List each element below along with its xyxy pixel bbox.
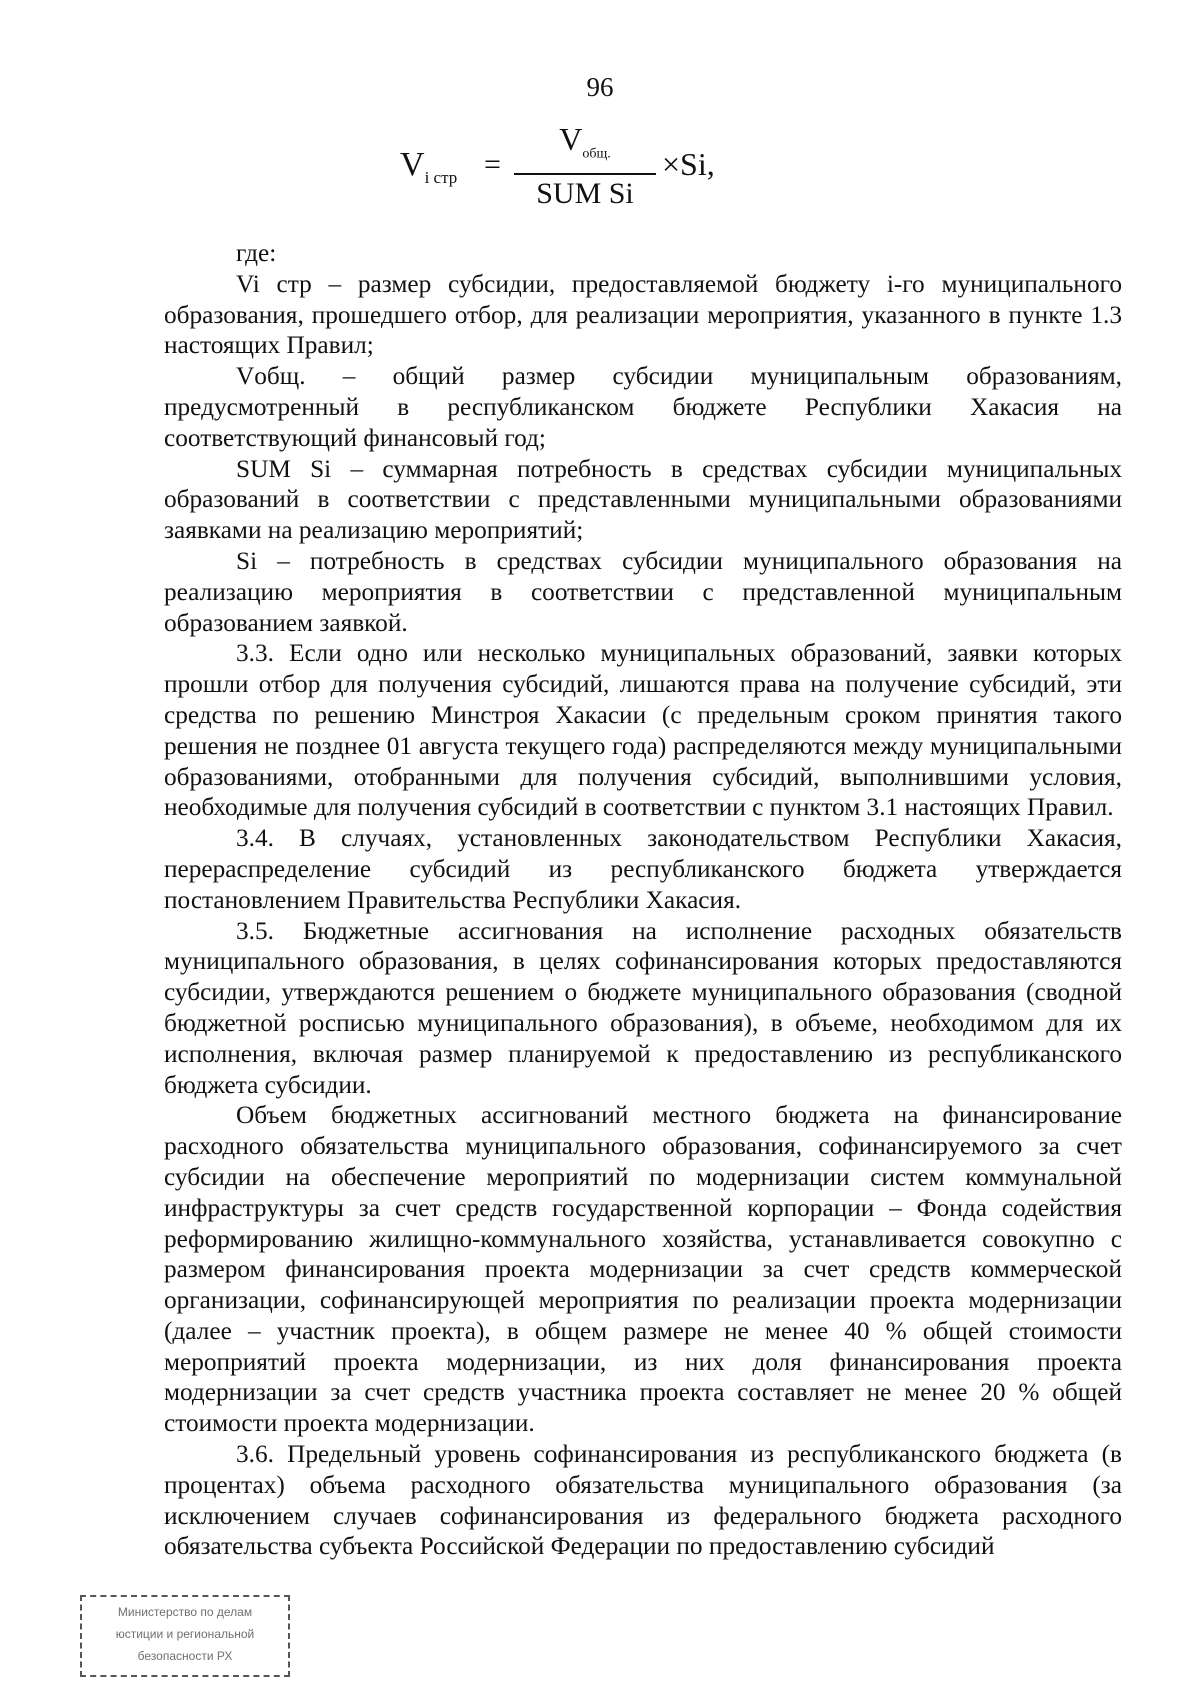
formula-lhs-subscript: i стр <box>424 167 458 187</box>
document-body <box>164 238 1122 1562</box>
formula-lhs: $V_{i стр}$ <box>400 146 458 187</box>
paragraph-3-3: 3.3. Если одно или несколько муниципальных образований, заявки которых прошли отбор для получения субсидий, лишаются права на получение субсидий, эти средства по решению Минстроя Хакасии (с предельным сроком принятия такого решения не позднее 01 августа текущего года) распределяются между муниципальными образованиями, отобранными для получения субсидий, выполнившими условия, необходимые для получения субсидий в соответствии с пунктом 3.1 настоящих Правил. <box>164 639 1122 822</box>
paragraph-3-6: 3.6. Предельный уровень софинансирования из республиканского бюджета (в процентах) объема расходного обязательства муниципального образования (за исключением случаев софинансирования из федерального бюджета расходного обязательства субъекта Российской Федерации по предоставлению субсидий <box>164 1440 1122 1561</box>
formula-equals: = <box>484 148 501 181</box>
paragraph-3-4: 3.4. В случаях, установленных законодательством Республики Хакасия, перераспределение субсидий из республиканского бюджета утверждается постановлением Правительства Республики Хакасия. <box>164 824 1122 914</box>
stamp-line-1: Министерство по делам <box>117 1605 253 1619</box>
ministry-stamp <box>80 1595 290 1677</box>
paragraph-where: где: <box>236 239 277 267</box>
paragraph-vi-definition: Vi стр – размер субсидии, предоставляемой бюджету i-го муниципального образования, прошедшего отбор, для реализации мероприятия, указанного в пункте 1.3 настоящих Правил; <box>164 269 1122 360</box>
formula-denominator: SUM Si <box>536 177 634 211</box>
paragraph-vobsch-definition: Vобщ. – общий размер субсидии муниципальным образованиям, предусмотренный в республиканском бюджете Республики Хакасия на соответствующий финансовый год; <box>164 362 1122 452</box>
formula-fraction <box>510 120 660 213</box>
subsidy-formula <box>400 120 820 220</box>
formula-rhs: ×Si, <box>662 146 715 182</box>
stamp-line-2: юстиции и региональной <box>115 1627 255 1641</box>
paragraph-3-5: 3.5. Бюджетные ассигнования на исполнение расходных обязательств муниципального образования, в целях софинансирования которых предоставляются субсидии, утверждаются решением о бюджете муниципального образования (сводной бюджетной росписью муниципального образования), в объеме, необходимом для их исполнения, включая размер планируемой к предоставлению из республиканского бюджета субсидии. <box>164 916 1122 1099</box>
formula-numerator-subscript: общ. <box>582 146 611 162</box>
page-number: 96 <box>586 72 614 102</box>
paragraph-sumsi-definition: SUM Si – суммарная потребность в средствах субсидии муниципальных образований в соответствии с представленными муниципальными образованиями заявками на реализацию мероприятий; <box>164 454 1122 545</box>
paragraph-si-definition: Si – потребность в средствах субсидии муниципального образования на реализацию мероприятия в соответствии с представленной муниципальным образованием заявкой. <box>164 546 1122 637</box>
formula-numerator: $V_{общ.}$ <box>559 121 611 162</box>
stamp-line-3: безопасности РХ <box>137 1649 233 1663</box>
paragraph-cofinancing-volume: Объем бюджетных ассигнований местного бюджета на финансирование расходного обязательства муниципального образования, софинансируемого за счет субсидии на обеспечение мероприятий по модернизации систем коммунальной инфраструктуры за счет средств государственной корпорации – Фонда содействия реформированию жилищно-коммунального хозяйства, устанавливается совокупно с размером финансирования проекта модернизации за счет средств коммерческой организации, софинансирующей мероприятия по реализации проекта модернизации (далее – участник проекта), в общем размере не менее 40 % общей стоимости мероприятий проекта модернизации, из них доля финансирования проекта модернизации за счет средств участника проекта составляет не менее 20 % общей стоимости проекта модернизации. <box>164 1101 1122 1438</box>
